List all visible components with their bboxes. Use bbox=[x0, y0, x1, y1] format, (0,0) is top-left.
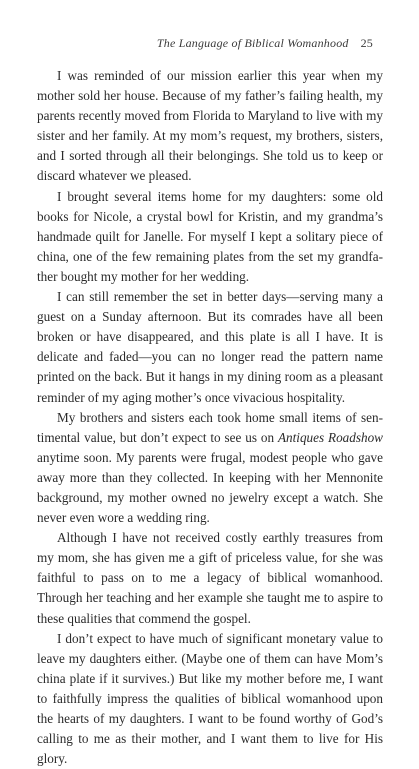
running-title: The Language of Biblical Womanhood bbox=[156, 36, 349, 50]
paragraph-3: I can still remember the set in better days—serving many a guest on a Sunday afternoon. But its comrades have all been broken or have disappeared, and this plate is all I have. It is delicate and faded—you can no longer read the pattern name printed on the back. But it hangs in my dining room as a pleasant reminder of my aging mother’s once vivacious hospitality. bbox=[37, 289, 383, 405]
running-head bbox=[157, 36, 373, 51]
body-text bbox=[37, 66, 383, 769]
paragraph-1: I was reminded of our mission earlier this year when my mother sold her house. Because of my father’s failing health, my parents recently moved from Florida to Maryland to live with my sister and her family. At my mom’s request, my brothers, sisters, and I sorted through all their belongings. She told us to keep or discard whatever we pleased. bbox=[37, 68, 383, 184]
paragraph-4-before: My brothers and sisters each took home small items of sentimental value, but don’t expect to see us on bbox=[37, 409, 383, 445]
paragraph-4-after: anytime soon. My parents were frugal, modest people who gave away more than they collected. In keeping with her Mennonite background, my mother owned no jewelry except a watch. She never even wore a wedding ring. bbox=[37, 449, 383, 526]
paragraph-5: Although I have not received costly earthly treasures from my mom, she has given me a gift of priceless value, for she was faithful to pass on to me a legacy of biblical womanhood. Through her teaching and her example she taught me to aspire to these qualities that commend the gospel. bbox=[37, 530, 383, 626]
paragraph-2: I brought several items home for my daughters: some old books for Nicole, a crystal bowl for Kristin, and my grandma’s handmade quilt for Janelle. For myself I kept a solitary piece of china, one of the few remaining plates from the set my grandfather bought my mother for her wedding. bbox=[37, 188, 383, 284]
paragraph-4 bbox=[37, 408, 383, 529]
show-title: Antiques Roadshow bbox=[277, 429, 383, 445]
paragraph-6: I don’t expect to have much of significant monetary value to leave my daughters either. (Maybe one of them can have Mom’s china plate if it survives.) But like my mother before me, I want to faithfully impress the qualities of biblical womanhood upon the hearts of my daughters. I want to be found worthy of God’s calling to me as their mother, and I want them to live for His glory. bbox=[37, 630, 383, 767]
page-number: 25 bbox=[360, 36, 373, 50]
